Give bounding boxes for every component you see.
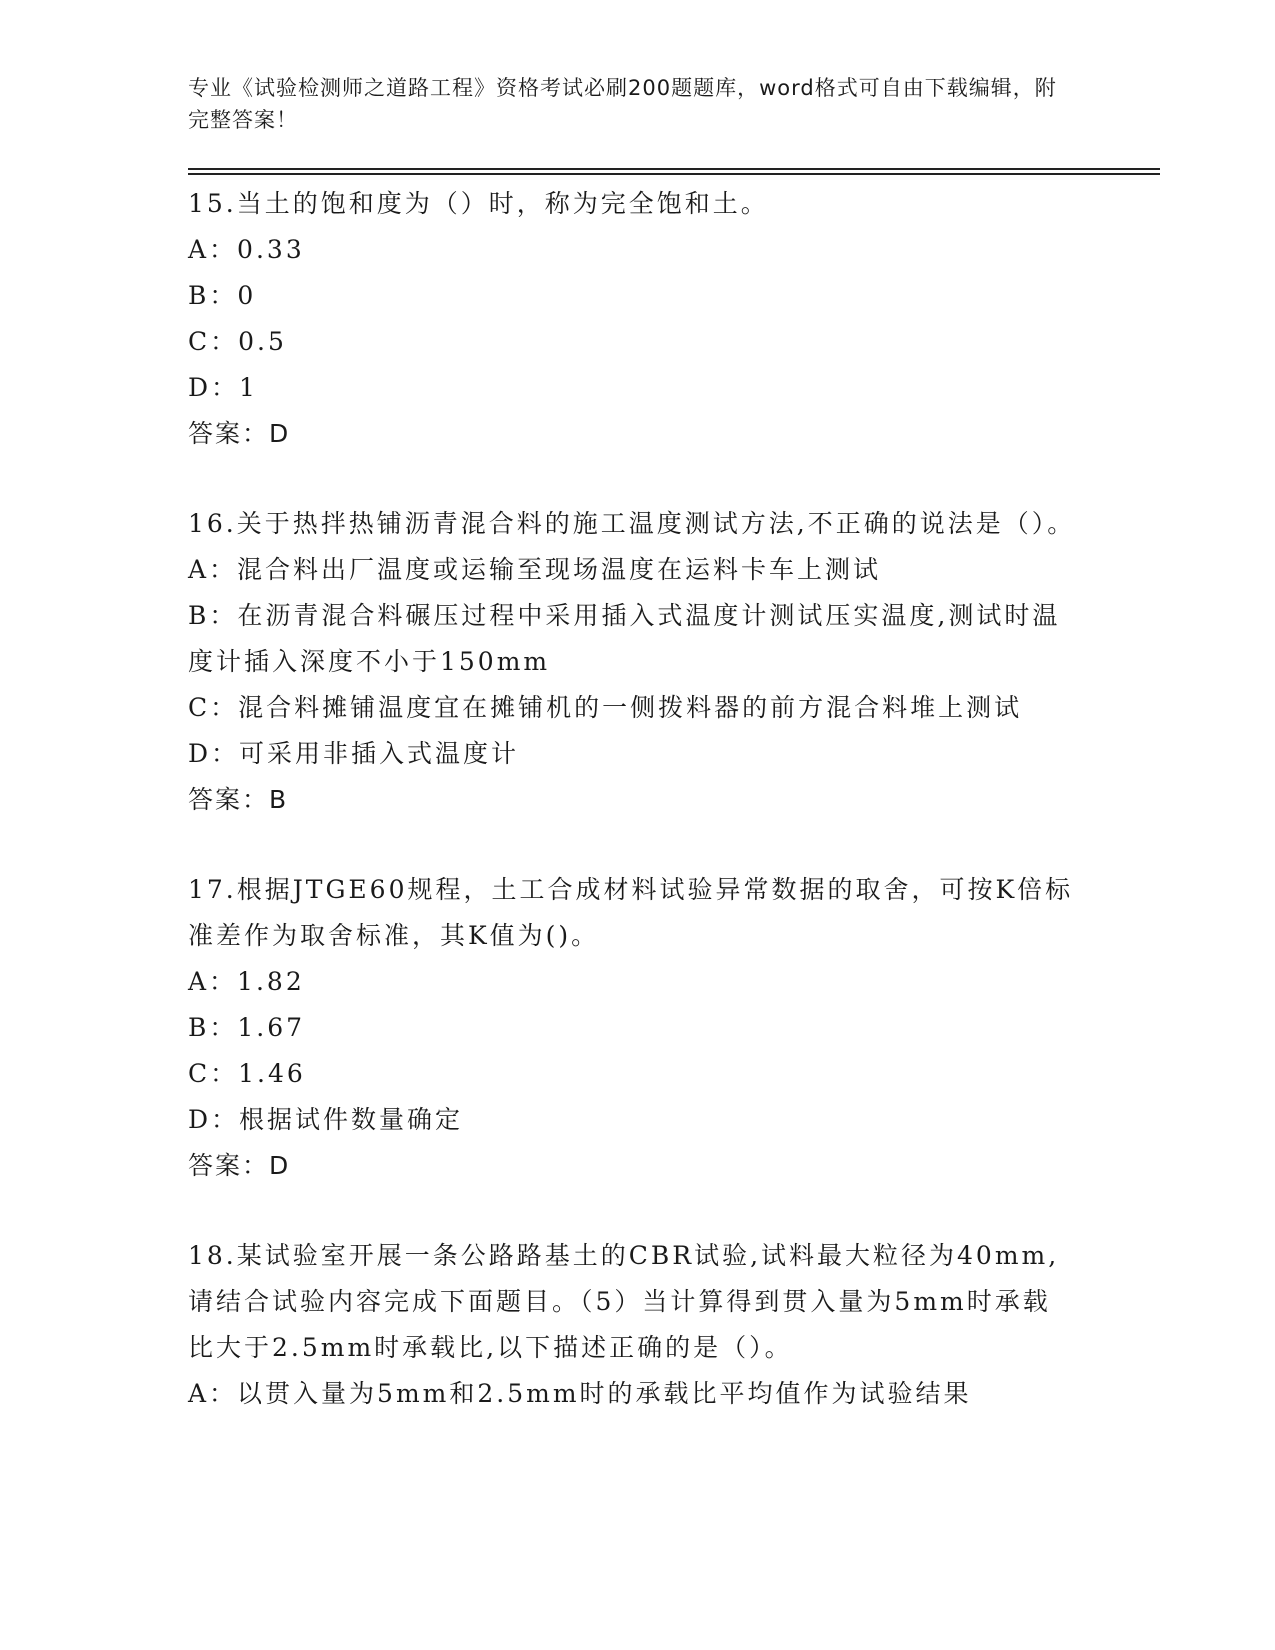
option-c: C：1.46	[188, 1059, 306, 1088]
header-rule-top	[188, 168, 1160, 170]
question-17	[188, 867, 1148, 1189]
header-rule-bottom	[188, 173, 1160, 175]
question-stem: 15.当土的饱和度为（）时，称为完全饱和土。	[188, 189, 769, 218]
option-d: D：可采用非插入式温度计	[188, 739, 520, 768]
option-a: A：0.33	[188, 235, 305, 264]
option-a: A：混合料出厂温度或运输至现场温度在运料卡车上测试	[188, 555, 882, 584]
question-18	[188, 1233, 1148, 1417]
document-header: 专业《试验检测师之道路工程》资格考试必刷200题题库，word格式可自由下载编辑，附完整答案！	[188, 76, 1057, 132]
option-b: B：1.67	[188, 1013, 306, 1042]
question-stem: 18.某试验室开展一条公路路基土的CBR试验,试料最大粒径为40mm,请结合试验内容完成下面题目。（5）当计算得到贯入量为5mm时承载比大于2.5mm时承载比,以下描述正确的是（）。	[188, 1241, 1060, 1362]
question-16	[188, 501, 1148, 823]
option-a: A：以贯入量为5mm和2.5mm时的承载比平均值作为试验结果	[188, 1379, 972, 1408]
option-a: A：1.82	[188, 967, 305, 996]
answer-line: 答案：D	[188, 1151, 291, 1180]
option-c: C：混合料摊铺温度宜在摊铺机的一侧拨料器的前方混合料堆上测试	[188, 693, 1023, 722]
option-b: B：0	[188, 281, 257, 310]
answer-line: 答案：B	[188, 785, 289, 814]
question-stem: 16.关于热拌热铺沥青混合料的施工温度测试方法,不正确的说法是（）。	[188, 509, 1076, 538]
question-15	[188, 181, 1148, 457]
question-stem: 17.根据JTGE60规程，土工合成材料试验异常数据的取舍，可按K倍标准差作为取舍标准，其K值为()。	[188, 875, 1074, 950]
option-b: B：在沥青混合料碾压过程中采用插入式温度计测试压实温度,测试时温度计插入深度不小于150mm	[188, 601, 1061, 676]
header-double-rule	[188, 168, 1160, 175]
answer-line: 答案：D	[188, 419, 291, 448]
option-d: D：根据试件数量确定	[188, 1105, 464, 1134]
option-c: C：0.5	[188, 327, 287, 356]
document-page	[188, 72, 1148, 1417]
option-d: D：1	[188, 373, 258, 402]
